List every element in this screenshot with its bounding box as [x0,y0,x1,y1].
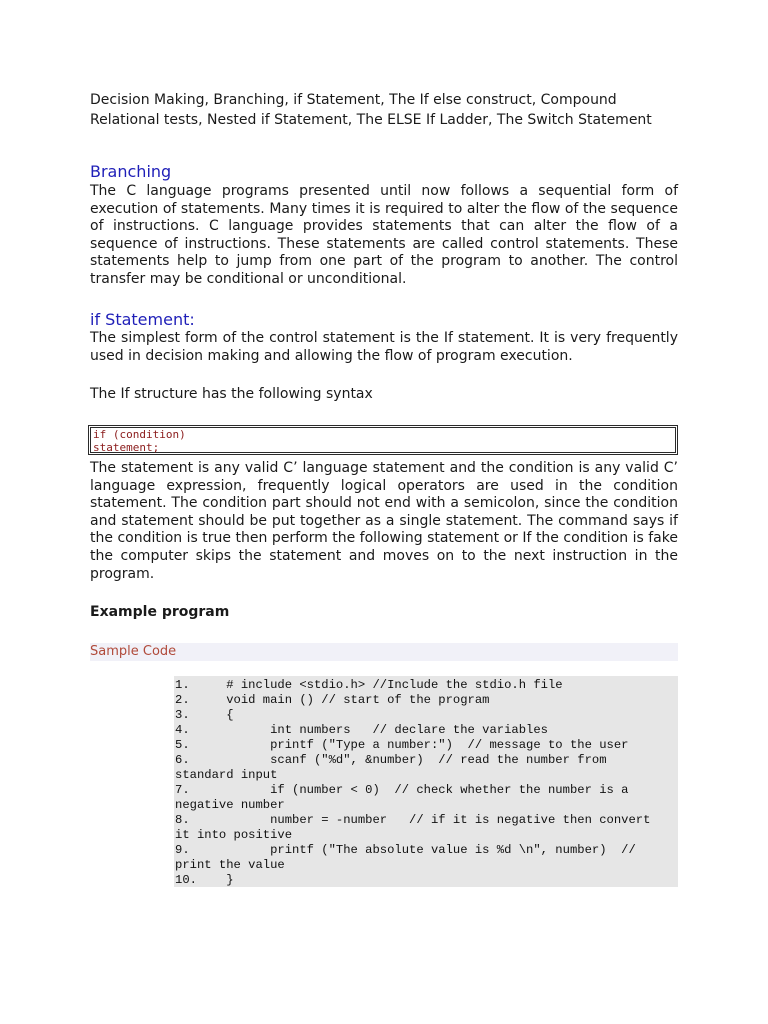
code-line: 8. number = -number // if it is negative then convert [175,813,651,827]
code-line: standard input [175,768,278,782]
if-statement-heading: if Statement: [90,310,195,329]
syntax-code-box [88,425,678,455]
syntax-explanation: The statement is any valid C’ language statement and the condition is any valid C’ language expression, frequently logical operators are used in the condition statement. The condition part should not end with a semicolon, since the condition and statement should be put together as a single statement. The command says if the condition is true then perform the following statement or If the condition is fake the computer skips the statement and moves on to the next instruction in the program. [90,460,678,582]
code-line: 2. void main () // start of the program [175,693,490,707]
syntax-line: if (condition) [93,428,186,441]
code-line: 5. printf ("Type a number:") // message to the user [175,738,629,752]
if-statement-body: The simplest form of the control statement is the If statement. It is very frequently used in decision making and allowing the flow of program execution. [90,330,678,364]
branching-heading: Branching [90,162,172,181]
code-line: 9. printf ("The absolute value is %d \n", number) // [175,843,636,857]
code-line: 6. scanf ("%d", &number) // read the number from [175,753,607,767]
code-line: negative number [175,798,285,812]
example-program-title: Example program [90,604,230,620]
code-line: 10. } [175,873,234,887]
syntax-line: statement; [93,441,160,454]
code-line: print the value [175,858,285,872]
code-line: 4. int numbers // declare the variables [175,723,548,737]
sample-code-label: Sample Code [90,643,678,661]
sample-code-block [174,676,678,887]
code-line: 7. if (number < 0) // check whether the number is a [175,783,629,797]
syntax-intro: The If structure has the following syntax [90,386,373,402]
branching-body: The C language programs presented until now follows a sequential form of execution of statements. Many times it is required to alter the flow of the sequence of instructions. C language provides statements that can alter the flow of a sequence of instructions. These statements are called control statements. These statements help to jump from one part of the program to another. The control transfer may be conditional or unconditional. [90,183,678,287]
code-line: 1. # include <stdio.h> //Include the stdio.h file [175,678,563,692]
intro-topics: Decision Making, Branching, if Statement, The If else construct, Compound Relational tests, Nested if Statement, The ELSE If Ladder, The Switch Statement [90,92,652,128]
code-line: 3. { [175,708,234,722]
code-line: it into positive [175,828,293,842]
